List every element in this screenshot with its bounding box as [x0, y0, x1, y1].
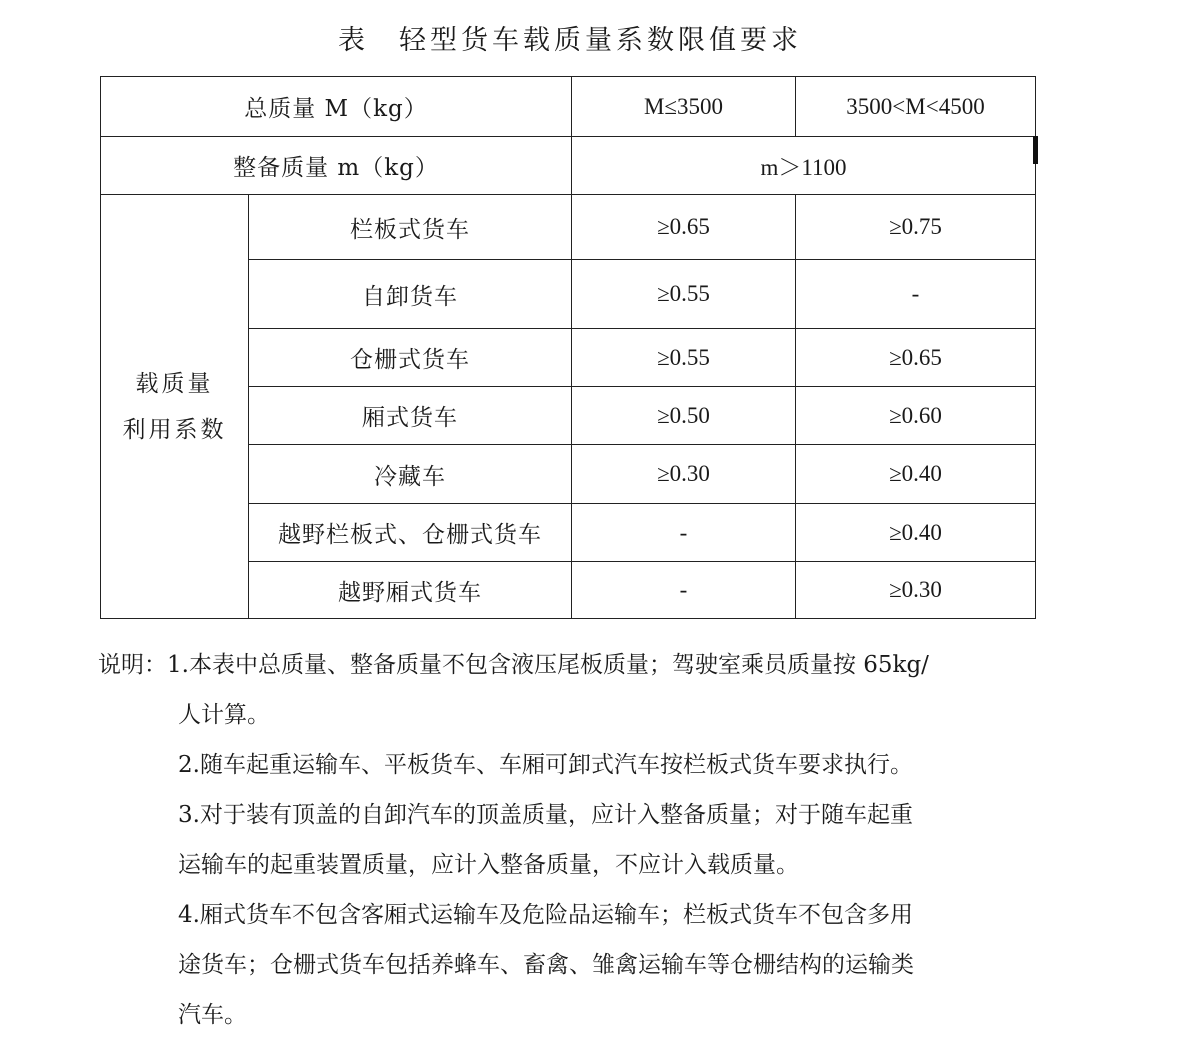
notes-label: 说明：: [98, 652, 167, 678]
coef-m1: -: [572, 504, 796, 562]
coef-m2: ≥0.65: [796, 329, 1036, 387]
margin-mark: [1033, 136, 1038, 164]
total-mass-col2: 3500<M<4500: [796, 77, 1036, 137]
note-3-cont: 运输车的起重装置质量，应计入整备质量，不应计入载质量。: [178, 852, 799, 878]
vehicle-type: 越野厢式货车: [249, 562, 572, 619]
total-mass-col1: M≤3500: [572, 77, 796, 137]
coef-m1: -: [572, 562, 796, 619]
load-coefficient-table: [100, 76, 1036, 619]
table-title: [0, 18, 1140, 57]
curb-mass-label: 整备质量 m（kg）: [101, 137, 572, 195]
table-row-total-mass: [101, 77, 1036, 137]
coef-m2: ≥0.40: [796, 504, 1036, 562]
coef-m2: ≥0.30: [796, 562, 1036, 619]
note-3: 3.对于装有顶盖的自卸汽车的顶盖质量，应计入整备质量；对于随车起重: [178, 802, 913, 828]
table-title-text: 轻型货车载质量系数限值要求: [399, 25, 802, 56]
coef-m1: ≥0.50: [572, 387, 796, 445]
note-4-cont: 途货车；仓栅式货车包括养蜂车、畜禽、雏禽运输车等仓栅结构的运输类: [178, 952, 914, 978]
note-1: [98, 640, 1048, 690]
note-4-cont2: 汽车。: [178, 1002, 247, 1028]
group-label-line1: 载质量: [135, 370, 214, 397]
vehicle-type: 厢式货车: [249, 387, 572, 445]
coef-m2: ≥0.40: [796, 445, 1036, 504]
vehicle-type: 栏板式货车: [249, 195, 572, 260]
coef-m2: -: [796, 260, 1036, 329]
note-4: 4.厢式货车不包含客厢式运输车及危险品运输车；栏板式货车不包含多用: [178, 902, 913, 928]
table-row: [101, 195, 1036, 260]
vehicle-type: 越野栏板式、仓栅式货车: [249, 504, 572, 562]
coef-m1: ≥0.30: [572, 445, 796, 504]
coef-m1: ≥0.65: [572, 195, 796, 260]
curb-mass-value: m＞1100: [572, 137, 1036, 195]
table-row-curb-mass: [101, 137, 1036, 195]
vehicle-type: 自卸货车: [249, 260, 572, 329]
coef-m1: ≥0.55: [572, 329, 796, 387]
vehicle-type: 仓栅式货车: [249, 329, 572, 387]
vehicle-type: 冷藏车: [249, 445, 572, 504]
coef-m2: ≥0.75: [796, 195, 1036, 260]
note-1-cont: 人计算。: [178, 702, 270, 728]
coef-m1: ≥0.55: [572, 260, 796, 329]
coefficient-group-label: [101, 195, 249, 619]
notes-section: [98, 640, 1048, 1040]
coef-m2: ≥0.60: [796, 387, 1036, 445]
note-1-text: 1.本表中总质量、整备质量不包含液压尾板质量；驾驶室乘员质量按 65kg/: [167, 652, 929, 678]
group-label-line2: 利用系数: [122, 416, 227, 443]
table-title-prefix: 表: [338, 25, 369, 56]
total-mass-label: 总质量 M（kg）: [101, 77, 572, 137]
note-2: 2.随车起重运输车、平板货车、车厢可卸式汽车按栏板式货车要求执行。: [178, 752, 913, 778]
